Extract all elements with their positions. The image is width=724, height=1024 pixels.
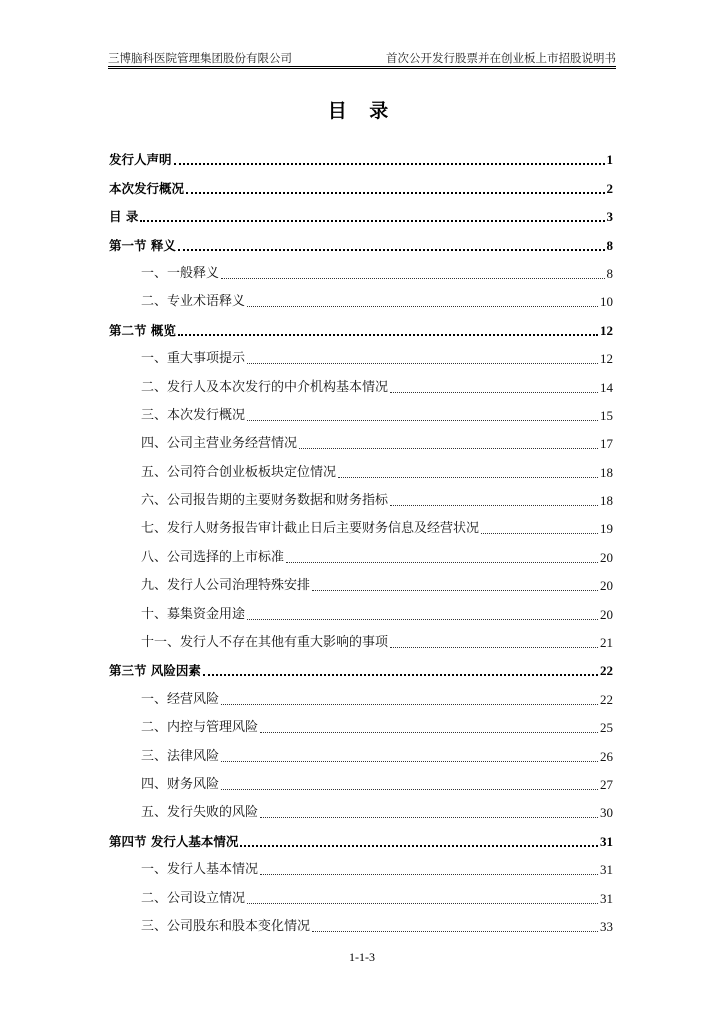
toc-section-entry[interactable] [109, 907, 613, 935]
toc-dot-leader [186, 192, 604, 194]
toc-dot-leader [390, 647, 598, 648]
toc-section-entry[interactable] [109, 566, 613, 594]
toc-dot-leader [286, 562, 598, 563]
toc-chapter-entry[interactable] [109, 197, 613, 225]
toc-entry-page: 18 [600, 493, 613, 509]
toc-entry-label: 第四节 发行人基本情况 [109, 833, 239, 849]
toc-entry-label: 一、一般释义 [141, 265, 220, 281]
toc-dot-leader [260, 732, 598, 733]
toc-entry-label: 五、公司符合创业板板块定位情况 [141, 464, 337, 480]
toc-entry-page: 31 [600, 862, 613, 878]
toc-dot-leader [221, 761, 598, 762]
toc-section-entry[interactable] [109, 850, 613, 878]
company-name: 三博脑科医院管理集团股份有限公司 [108, 51, 292, 65]
toc-entry-label: 八、公司选择的上市标准 [141, 549, 285, 565]
toc-dot-leader [312, 931, 598, 932]
toc-entry-label: 一、经营风险 [141, 691, 220, 707]
toc-section-entry[interactable] [109, 878, 613, 906]
page-title: 目 录 [327, 100, 397, 122]
toc-entry-label: 六、公司报告期的主要财务数据和财务指标 [141, 493, 389, 509]
toc-entry-label: 二、专业术语释义 [141, 294, 246, 310]
toc-entry-label: 发行人声明 [109, 152, 172, 168]
toc-entry-page: 19 [600, 521, 613, 537]
toc-chapter-entry[interactable] [109, 310, 613, 338]
toc-entry-page: 26 [600, 748, 613, 764]
toc-entry-label: 目 录 [109, 209, 139, 225]
toc-entry-label: 七、发行人财务报告审计截止日后主要财务信息及经营状况 [141, 521, 480, 537]
toc-entry-page: 1 [606, 152, 613, 168]
toc-dot-leader [338, 477, 598, 478]
toc-entry-label: 三、法律风险 [141, 748, 220, 764]
toc-chapter-entry[interactable] [109, 140, 613, 168]
toc-entry-page: 10 [600, 294, 613, 310]
toc-dot-leader [174, 163, 605, 165]
toc-section-entry[interactable] [109, 793, 613, 821]
toc-entry-label: 一、发行人基本情况 [141, 862, 259, 878]
toc-section-entry[interactable] [109, 623, 613, 651]
toc-dot-leader [221, 704, 598, 705]
toc-section-entry[interactable] [109, 452, 613, 480]
toc-entry-page: 18 [600, 464, 613, 480]
toc-entry-page: 12 [600, 351, 613, 367]
toc-dot-leader [390, 505, 598, 506]
table-of-contents [109, 140, 613, 935]
toc-entry-page: 8 [606, 265, 613, 281]
toc-entry-label: 十、募集资金用途 [141, 606, 246, 622]
toc-section-entry[interactable] [109, 396, 613, 424]
toc-dot-leader [203, 674, 598, 676]
toc-chapter-entry[interactable] [109, 168, 613, 196]
toc-entry-page: 20 [600, 606, 613, 622]
toc-section-entry[interactable] [109, 367, 613, 395]
toc-entry-label: 四、财务风险 [141, 776, 220, 792]
toc-dot-leader [260, 817, 598, 818]
toc-entry-page: 33 [600, 918, 613, 934]
toc-dot-leader [312, 590, 598, 591]
page-header [108, 48, 616, 66]
toc-entry-page: 15 [600, 407, 613, 423]
toc-dot-leader [481, 533, 598, 534]
toc-entry-label: 二、发行人及本次发行的中介机构基本情况 [141, 379, 389, 395]
toc-entry-label: 十一、发行人不存在其他有重大影响的事项 [141, 635, 389, 651]
header-divider [108, 66, 616, 69]
toc-chapter-entry[interactable] [109, 225, 613, 253]
toc-dot-leader [178, 334, 598, 336]
toc-dot-leader [221, 278, 604, 279]
toc-entry-page: 8 [606, 237, 613, 253]
toc-section-entry[interactable] [109, 679, 613, 707]
toc-entry-label: 第三节 风险因素 [109, 663, 201, 679]
toc-section-entry[interactable] [109, 254, 613, 282]
toc-dot-leader [247, 363, 598, 364]
toc-dot-leader [247, 420, 598, 421]
toc-dot-leader [178, 249, 605, 251]
toc-entry-page: 20 [600, 549, 613, 565]
toc-entry-label: 三、本次发行概况 [141, 407, 246, 423]
toc-entry-page: 25 [600, 720, 613, 736]
toc-section-entry[interactable] [109, 594, 613, 622]
page-number: 1-1-3 [349, 950, 375, 964]
toc-dot-leader [390, 392, 598, 393]
toc-section-entry[interactable] [109, 339, 613, 367]
toc-chapter-entry[interactable] [109, 651, 613, 679]
toc-entry-page: 14 [600, 379, 613, 395]
toc-dot-leader [247, 903, 598, 904]
toc-section-entry[interactable] [109, 424, 613, 452]
toc-entry-label: 四、公司主营业务经营情况 [141, 436, 298, 452]
toc-entry-label: 一、重大事项提示 [141, 351, 246, 367]
toc-dot-leader [240, 845, 598, 847]
toc-section-entry[interactable] [109, 736, 613, 764]
toc-section-entry[interactable] [109, 765, 613, 793]
toc-dot-leader [247, 306, 598, 307]
toc-entry-page: 17 [600, 436, 613, 452]
toc-entry-label: 第一节 释义 [109, 237, 176, 253]
toc-chapter-entry[interactable] [109, 821, 613, 849]
toc-dot-leader [260, 874, 598, 875]
toc-entry-label: 三、公司股东和股本变化情况 [141, 918, 311, 934]
toc-section-entry[interactable] [109, 509, 613, 537]
toc-entry-label: 九、发行人公司治理特殊安排 [141, 578, 311, 594]
toc-entry-page: 31 [600, 890, 613, 906]
toc-entry-page: 31 [600, 833, 613, 849]
toc-entry-page: 30 [600, 805, 613, 821]
document-title: 首次公开发行股票并在创业板上市招股说明书 [386, 51, 616, 65]
toc-dot-leader [247, 619, 598, 620]
toc-entry-page: 3 [606, 209, 613, 225]
toc-section-entry[interactable] [109, 282, 613, 310]
toc-entry-label: 五、发行失败的风险 [141, 805, 259, 821]
toc-section-entry[interactable] [109, 537, 613, 565]
toc-entry-page: 21 [600, 635, 613, 651]
toc-entry-page: 27 [600, 776, 613, 792]
toc-entry-page: 22 [600, 663, 613, 679]
toc-entry-label: 本次发行概况 [109, 180, 185, 196]
toc-dot-leader [140, 220, 604, 222]
toc-entry-label: 第二节 概览 [109, 322, 176, 338]
toc-entry-page: 20 [600, 578, 613, 594]
toc-entry-label: 二、公司设立情况 [141, 890, 246, 906]
toc-entry-page: 22 [600, 691, 613, 707]
toc-entry-page: 2 [606, 180, 613, 196]
toc-entry-page: 12 [600, 322, 613, 338]
toc-entry-label: 二、内控与管理风险 [141, 720, 259, 736]
toc-dot-leader [221, 789, 598, 790]
toc-section-entry[interactable] [109, 481, 613, 509]
toc-dot-leader [299, 448, 598, 449]
toc-section-entry[interactable] [109, 708, 613, 736]
